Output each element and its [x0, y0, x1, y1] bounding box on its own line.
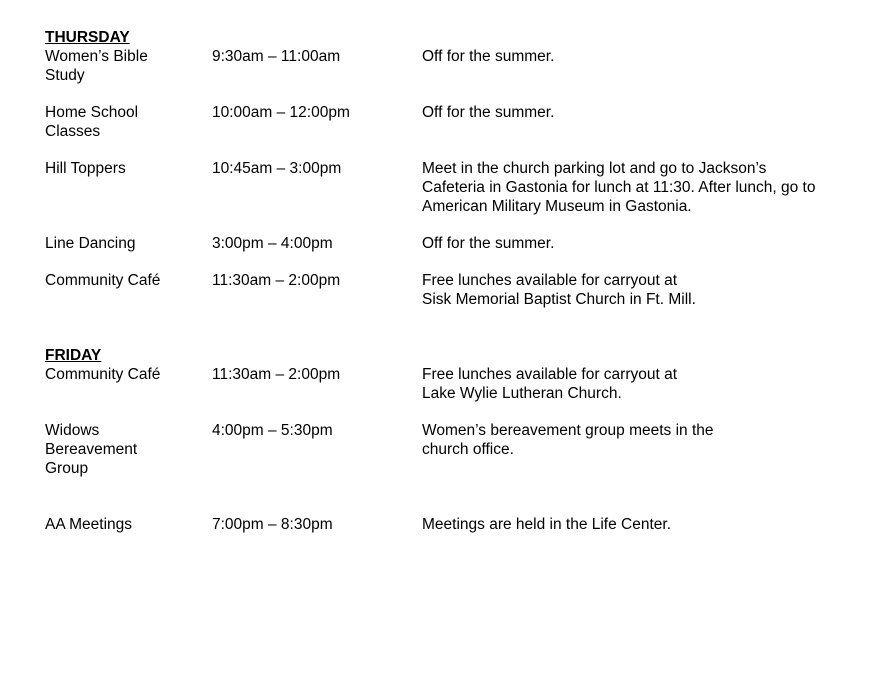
event-time: 7:00pm – 8:30pm [212, 516, 333, 533]
schedule-row [45, 47, 855, 103]
event-description: Off for the summer. [422, 235, 555, 252]
event-time: 9:30am – 11:00am [212, 48, 341, 65]
event-time: 4:00pm – 5:30pm [212, 422, 333, 439]
schedule-row [45, 234, 855, 271]
event-name: Widows Bereavement Group [45, 422, 138, 477]
event-time: 11:30am – 2:00pm [212, 272, 341, 289]
schedule-row [45, 515, 855, 534]
event-name: Home School Classes [45, 104, 139, 140]
event-name: Women’s Bible Study [45, 48, 148, 84]
event-name: Community Café [45, 366, 161, 383]
event-time: 11:30am – 2:00pm [212, 366, 341, 383]
event-name: Hill Toppers [45, 160, 126, 177]
event-name: AA Meetings [45, 516, 133, 533]
event-description: Women’s bereavement group meets in the church office. [422, 422, 714, 458]
thursday-heading: THURSDAY [45, 29, 130, 46]
schedule-row [45, 271, 855, 309]
event-description: Meet in the church parking lot and go to Jackson’s Cafeteria in Gastonia for lunch at 11:30. After lunch, go to American Military Museum in Gastonia. [422, 160, 816, 215]
schedule-row [45, 103, 855, 159]
event-description: Off for the summer. [422, 48, 555, 65]
event-time: 10:00am – 12:00pm [212, 104, 350, 121]
schedule-row [45, 421, 855, 515]
schedule-row [45, 159, 855, 234]
event-description: Meetings are held in the Life Center. [422, 516, 672, 533]
event-description: Free lunches available for carryout at Sisk Memorial Baptist Church in Ft. Mill. [422, 272, 696, 308]
event-name: Line Dancing [45, 235, 136, 252]
schedule-row [45, 365, 855, 421]
event-name: Community Café [45, 272, 161, 289]
friday-section [45, 346, 855, 534]
event-time: 10:45am – 3:00pm [212, 160, 342, 177]
friday-heading: FRIDAY [45, 347, 102, 364]
event-description: Off for the summer. [422, 104, 555, 121]
event-description: Free lunches available for carryout at Lake Wylie Lutheran Church. [422, 366, 678, 402]
thursday-section [45, 28, 855, 309]
event-time: 3:00pm – 4:00pm [212, 235, 333, 252]
